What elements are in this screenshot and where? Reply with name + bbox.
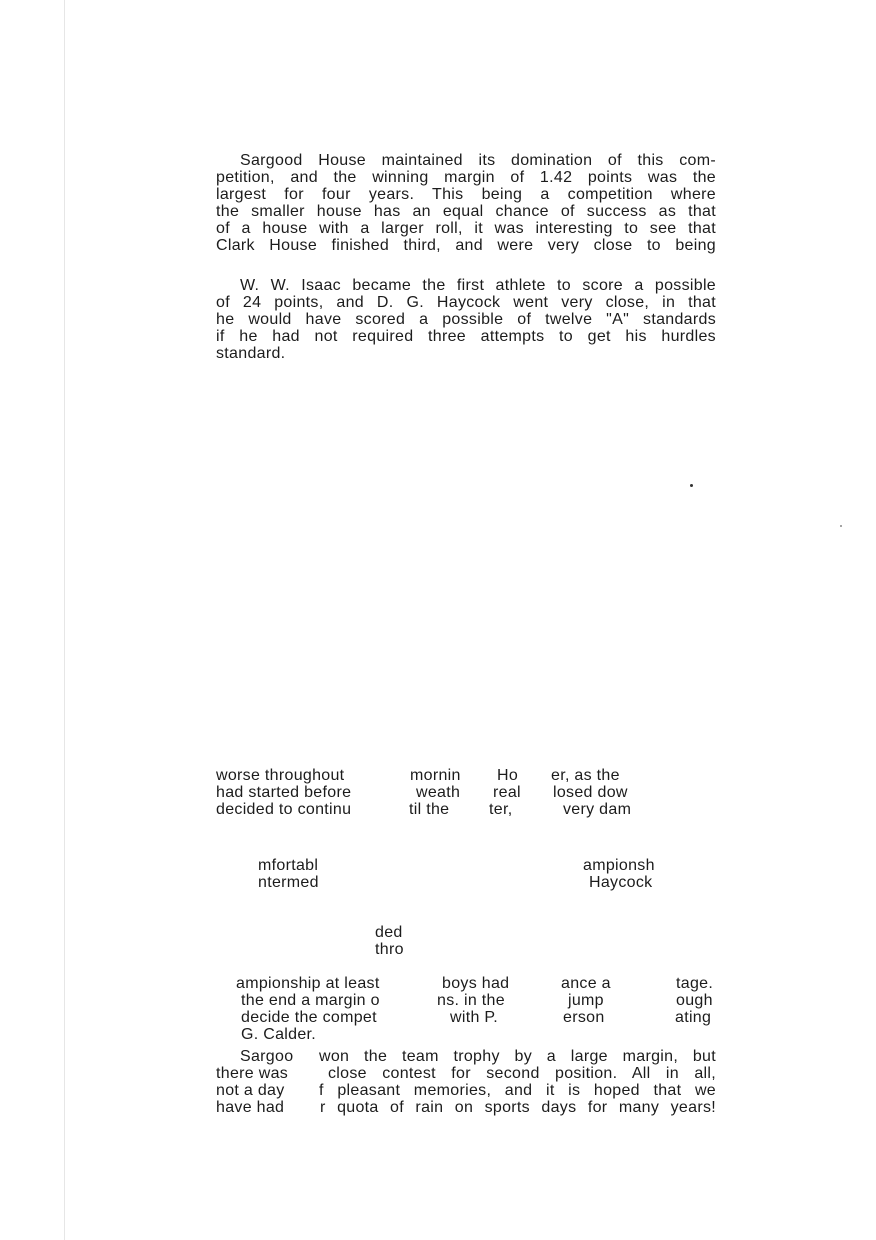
text-line: largest for four years. This being a competition where [216, 186, 716, 203]
fragment-text: decide the compet [241, 1009, 377, 1026]
text-line: Clark House finished third, and were very close to being [216, 237, 716, 254]
fragment-text: ough [676, 992, 713, 1009]
fragment-text: Haycock [589, 874, 653, 891]
paragraph-house-competition [216, 152, 716, 254]
text-line: of 24 points, and D. G. Haycock went very close, in that [216, 294, 716, 311]
fragment-text: ance a [561, 975, 611, 992]
fragment-text: with P. [450, 1009, 499, 1026]
fragment-text: very dam [563, 801, 632, 818]
fragment-text: mornin [410, 767, 461, 784]
fragment-text: worse throughout [216, 767, 345, 784]
fragment-text: not a day [216, 1082, 285, 1099]
fragment-text: G. Calder. [241, 1026, 317, 1043]
fragment-text: thro [375, 941, 404, 958]
paragraph-athlete-points [216, 277, 716, 362]
scan-speck [840, 525, 842, 527]
page-margin-line [64, 0, 65, 1240]
fragment-text: boys had [442, 975, 510, 992]
fragment-text: Ho [497, 767, 519, 784]
text-line: he would have scored a possible of twelve "A" standards [216, 311, 716, 328]
text-line: standard. [216, 345, 286, 362]
text-line: if he had not required three attempts to get his hurdles [216, 328, 716, 345]
fragment-text: r quota of rain on sports days for many years! [320, 1099, 716, 1116]
fragment-text: til the [409, 801, 450, 818]
text-line: petition, and the winning margin of 1.42 points was the [216, 169, 716, 186]
fragment-text: ded [375, 924, 403, 941]
fragment-text: jump [568, 992, 604, 1009]
fragment-text: losed dow [553, 784, 628, 801]
fragment-text: ampionsh [583, 857, 655, 874]
fragment-text: Sargoo [240, 1048, 294, 1065]
text-line: Sargood House maintained its domination of this com- [240, 152, 716, 169]
fragment-text: close contest for second position. All in all, [328, 1065, 716, 1082]
scan-speck [690, 484, 693, 487]
text-line: W. W. Isaac became the first athlete to score a possible [240, 277, 716, 294]
fragment-text: weath [416, 784, 461, 801]
text-line: of a house with a larger roll, it was interesting to see that [216, 220, 716, 237]
fragment-text: the end a margin o [241, 992, 380, 1009]
fragment-text: decided to continu [216, 801, 352, 818]
fragment-text: ns. in the [437, 992, 505, 1009]
fragment-text: ating [675, 1009, 712, 1026]
fragment-text: had started before [216, 784, 352, 801]
fragment-text: ampionship at least [236, 975, 380, 992]
text-line: the smaller house has an equal chance of success as that [216, 203, 716, 220]
fragment-text: there was [216, 1065, 289, 1082]
fragment-text: ter, [489, 801, 513, 818]
fragment-text: tage. [676, 975, 714, 992]
fragment-text: ntermed [258, 874, 319, 891]
fragment-text: mfortabl [258, 857, 319, 874]
fragment-text: erson [563, 1009, 605, 1026]
fragment-text: won the team trophy by a large margin, but [319, 1048, 716, 1065]
fragment-text: f pleasant memories, and it is hoped that we [319, 1082, 716, 1099]
fragment-text: have had [216, 1099, 285, 1116]
fragment-text: real [493, 784, 521, 801]
fragment-text: er, as the [551, 767, 620, 784]
